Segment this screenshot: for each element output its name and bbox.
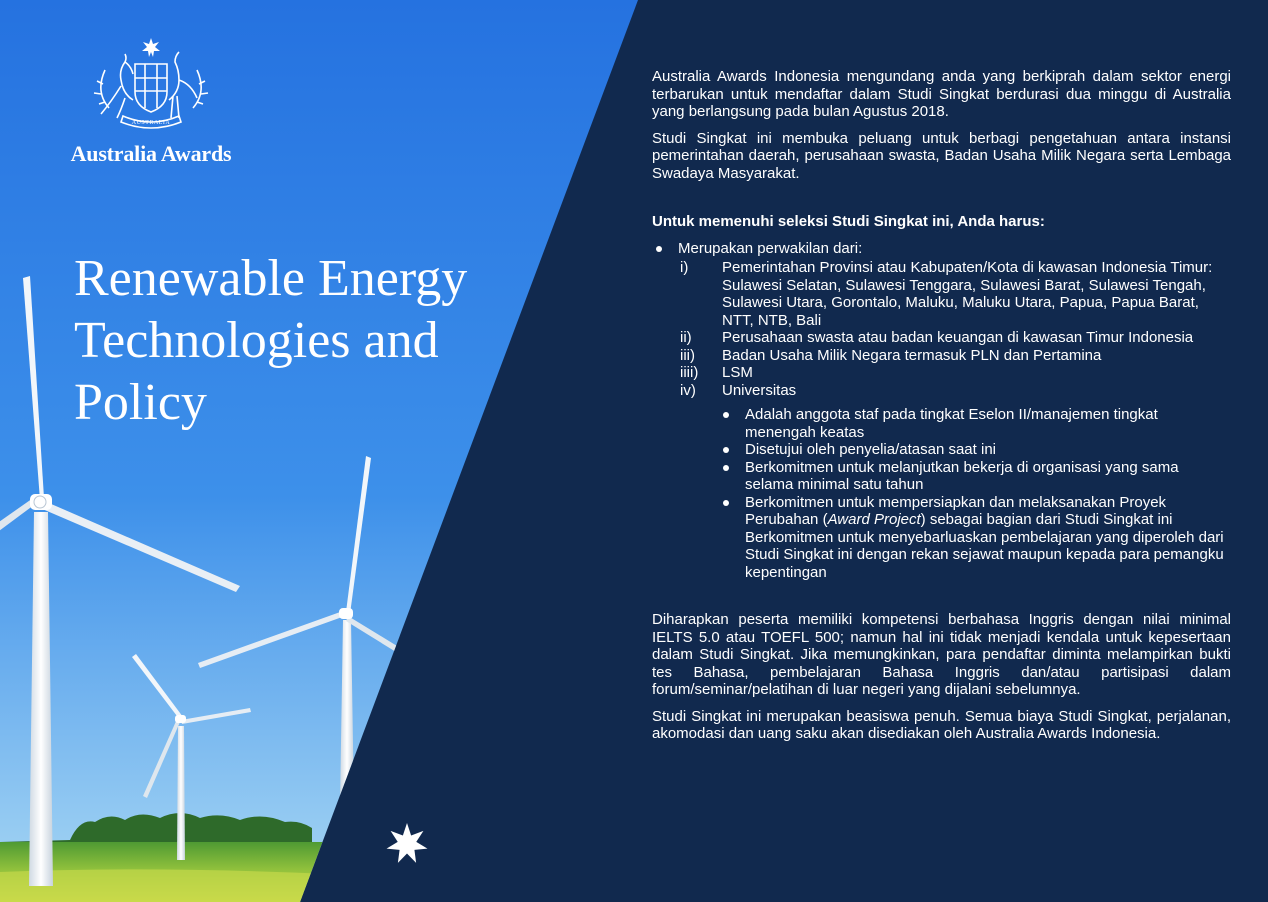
list-item — [678, 364, 1231, 382]
list-item — [678, 347, 1231, 365]
language-requirement-paragraph: Diharapkan peserta memiliki kompetensi berbahasa Inggris dengan nilai minimal IELTS 5.0 atau TOEFL 500; namun hal ini tidak menjadi kendala untuk kepesertaan dalam Studi Singkat. Jika memungkinkan, para pendaftar diminta melampirkan bukti tes Bahasa, pembelajaran Bahasa Inggris dan/atau partisipasi dalam forum/seminar/pelatihan di luar negeri yang dijalani sebelumnya. — [652, 611, 1231, 698]
list-item-number: iv) — [680, 381, 696, 399]
intro-paragraph: Australia Awards Indonesia mengundang anda yang berkiprah dalam sektor energi terbarukan untuk mendaftar dalam Studi Singkat berdurasi dua minggu di Australia yang berlangsung pada bulan Agustus 2018. — [652, 68, 1231, 120]
list-item-number: iiii) — [680, 364, 699, 381]
coat-of-arms-icon — [81, 36, 221, 132]
program-title-line: Policy — [74, 374, 207, 431]
sub-requirements-list — [652, 406, 1231, 581]
program-title-line: Technologies and — [74, 312, 439, 369]
list-item-number: ii) — [680, 329, 692, 346]
requirements-list — [652, 240, 1231, 400]
list-item-text: LSM — [722, 364, 753, 381]
list-item-number: i) — [680, 259, 689, 276]
list-item-text: Universitas — [722, 381, 797, 399]
intro-paragraph: Studi Singkat ini membuka peluang untuk berbagi pengetahuan antara instansi pemerintahan daerah, perusahaan swasta, Badan Usaha Milik Negara serta Lembaga Swadaya Masyarakat. — [652, 129, 1231, 182]
info-column — [652, 68, 1231, 752]
list-item — [678, 259, 1231, 329]
program-title — [74, 248, 544, 434]
organization-list — [678, 259, 1231, 399]
seven-point-star-icon — [385, 822, 429, 866]
list-item — [678, 329, 1231, 347]
crest-motto: AUSTRALIA — [131, 120, 171, 126]
list-item-text: Pemerintahan Provinsi atau Kabupaten/Kota di kawasan Indonesia Timur: Sulawesi Selatan, Sulawesi Tenggara, Sulawesi Barat, Sulawesi Tengah, Sulawesi Utara, Gorontalo, Maluku, Maluku Utara, Papua, Papua Barat, NTT, NTB, Bali — [722, 259, 1213, 329]
list-item-text: ) sebagai bagian dari Studi Singkat ini Berkomitmen untuk menyebarluaskan pembelajaran yang diperoleh dari Studi Singkat ini dengan rekan sejawat maupun kepada para pemangku kepentingan — [745, 511, 1224, 581]
list-item-number: iii) — [680, 346, 695, 364]
list-item-text: Badan Usaha Milik Negara termasuk PLN dan Pertamina — [722, 346, 1102, 364]
program-title-line: Renewable Energy — [74, 250, 468, 307]
list-item: Disetujui oleh penyelia/atasan saat ini — [719, 441, 1231, 459]
list-item-text: Berkomitmen untuk mempersiapkan dan melaksanakan Proyek Perubahan ( — [745, 493, 1167, 528]
award-project-term: Award Project — [827, 511, 921, 528]
list-item — [719, 494, 1231, 582]
requirements-heading: Untuk memenuhi seleksi Studi Singkat ini, Anda harus: — [652, 213, 1045, 230]
brand-name: Australia Awards — [70, 141, 232, 166]
scholarship-paragraph: Studi Singkat ini merupakan beasiswa penuh. Semua biaya Studi Singkat, perjalanan, akomodasi dan uang saku akan disediakan oleh Australia Awards Indonesia. — [652, 707, 1231, 742]
list-item: Berkomitmen untuk melanjutkan bekerja di organisasi yang sama selama minimal satu tahun — [719, 459, 1231, 494]
list-item-text: Perusahaan swasta atau badan keuangan di kawasan Timur Indonesia — [722, 329, 1194, 346]
list-item — [652, 240, 1231, 400]
representation-label: Merupakan perwakilan dari: — [678, 239, 863, 257]
australia-awards-logo — [58, 36, 244, 167]
list-item — [678, 382, 1231, 400]
list-item: Adalah anggota staf pada tingkat Eselon II/manajemen tingkat menengah keatas — [719, 406, 1231, 441]
